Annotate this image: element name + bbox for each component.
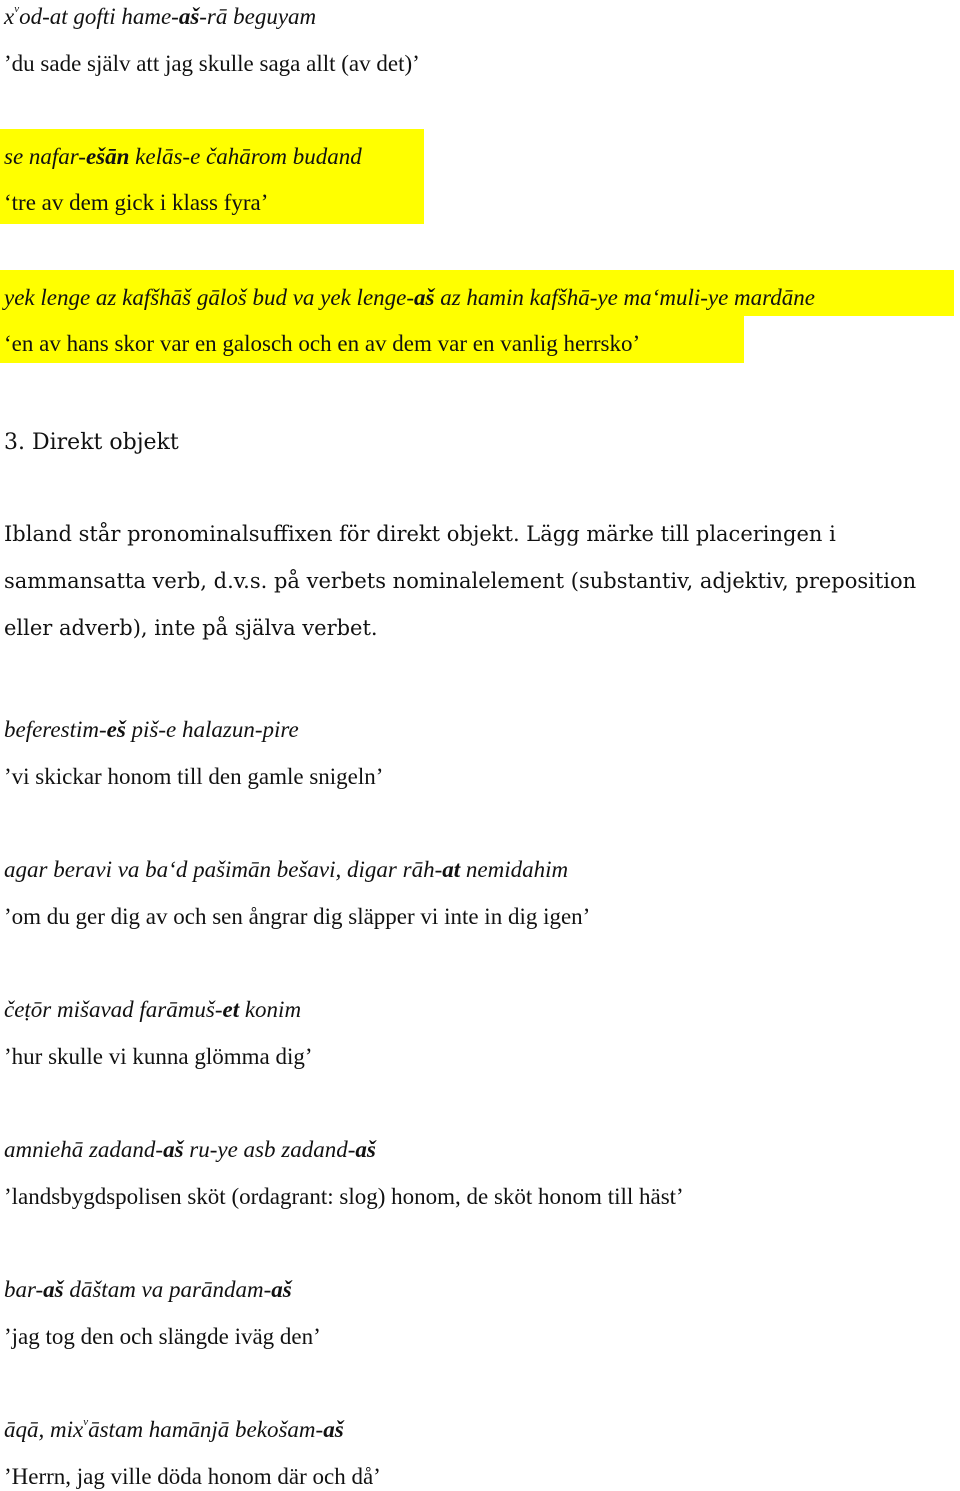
example-source: [4, 1138, 376, 1161]
example-translation: ’landsbygdspolisen sköt (ordagrant: slog) honom, de sköt honom till häst’: [4, 1184, 684, 1209]
pronominal-suffix: aš: [414, 285, 435, 310]
example-source: [4, 858, 568, 881]
superscript-mark: v: [14, 3, 20, 15]
example-source: [4, 145, 362, 168]
pronominal-suffix: aš: [355, 1137, 376, 1162]
pronominal-suffix: et: [222, 997, 240, 1022]
paragraph-line: sammansatta verb, d.v.s. på verbets nominalelement (substantiv, adjektiv, preposition: [4, 569, 917, 593]
source-text: āqā, mix: [4, 1417, 84, 1442]
example-translation: ’om du ger dig av och sen ångrar dig släpper vi inte in dig igen’: [4, 904, 591, 929]
source-text: nemidahim: [460, 857, 569, 882]
source-text: čeṭōr mišavad farāmuš-: [4, 997, 223, 1022]
source-text: amniehā zadand-: [4, 1137, 164, 1162]
pronominal-suffix: at: [442, 857, 461, 882]
example-translation: ‘tre av dem gick i klass fyra’: [4, 190, 269, 215]
source-text: agar beravi va ba‘d pašimān bešavi, digar rāh-: [4, 857, 443, 882]
pronominal-suffix: aš: [178, 4, 200, 29]
example-source: [4, 1418, 344, 1441]
pronominal-suffix: aš: [271, 1277, 292, 1302]
superscript-mark: v: [83, 1416, 89, 1428]
source-text: beferestim-: [4, 717, 107, 742]
example-translation: ’vi skickar honom till den gamle snigeln’: [4, 764, 384, 789]
example-source: [4, 998, 301, 1021]
pronominal-suffix: aš: [323, 1417, 344, 1442]
paragraph-line: eller adverb), inte på själva verbet.: [4, 616, 378, 640]
example-source: [4, 5, 316, 28]
source-text: āstam hamānjā bekošam-: [88, 1417, 324, 1442]
pronominal-suffix: aš: [43, 1277, 64, 1302]
source-text: ru-ye asb zadand-: [183, 1137, 356, 1162]
example-translation: ’Herrn, jag ville döda honom där och då’: [4, 1464, 381, 1489]
source-text: az hamin kafšhā-ye ma‘muli-ye mardāne: [434, 285, 815, 310]
example-translation: ’hur skulle vi kunna glömma dig’: [4, 1044, 313, 1069]
source-text: x: [4, 4, 15, 29]
source-text: se nafar-: [4, 144, 86, 169]
example-source: [4, 286, 815, 309]
example-source: [4, 718, 299, 741]
source-text: bar-: [4, 1277, 44, 1302]
source-text: -rā beguyam: [199, 4, 317, 29]
paragraph-line: Ibland står pronominalsuffixen för direkt objekt. Lägg märke till placeringen i: [4, 522, 836, 546]
source-text: konim: [239, 997, 302, 1022]
example-translation: ’jag tog den och slängde iväg den’: [4, 1324, 321, 1349]
source-text: yek lenge az kafšhāš gāloš bud va yek lenge-: [4, 285, 415, 310]
pronominal-suffix: aš: [163, 1137, 184, 1162]
example-translation: ‘en av hans skor var en galosch och en av dem var en vanlig herrsko’: [4, 331, 641, 356]
section-heading: 3. Direkt objekt: [4, 430, 179, 455]
pronominal-suffix: eš: [106, 717, 126, 742]
example-source: [4, 1278, 292, 1301]
source-text: piš-e halazun-pire: [125, 717, 299, 742]
source-text: od-at gofti hame-: [19, 4, 179, 29]
example-translation: ’du sade själv att jag skulle saga allt (av det)’: [4, 51, 420, 76]
source-text: dāštam va parāndam-: [63, 1277, 272, 1302]
pronominal-suffix: ešān: [85, 144, 130, 169]
source-text: kelās-e čahārom budand: [129, 144, 362, 169]
